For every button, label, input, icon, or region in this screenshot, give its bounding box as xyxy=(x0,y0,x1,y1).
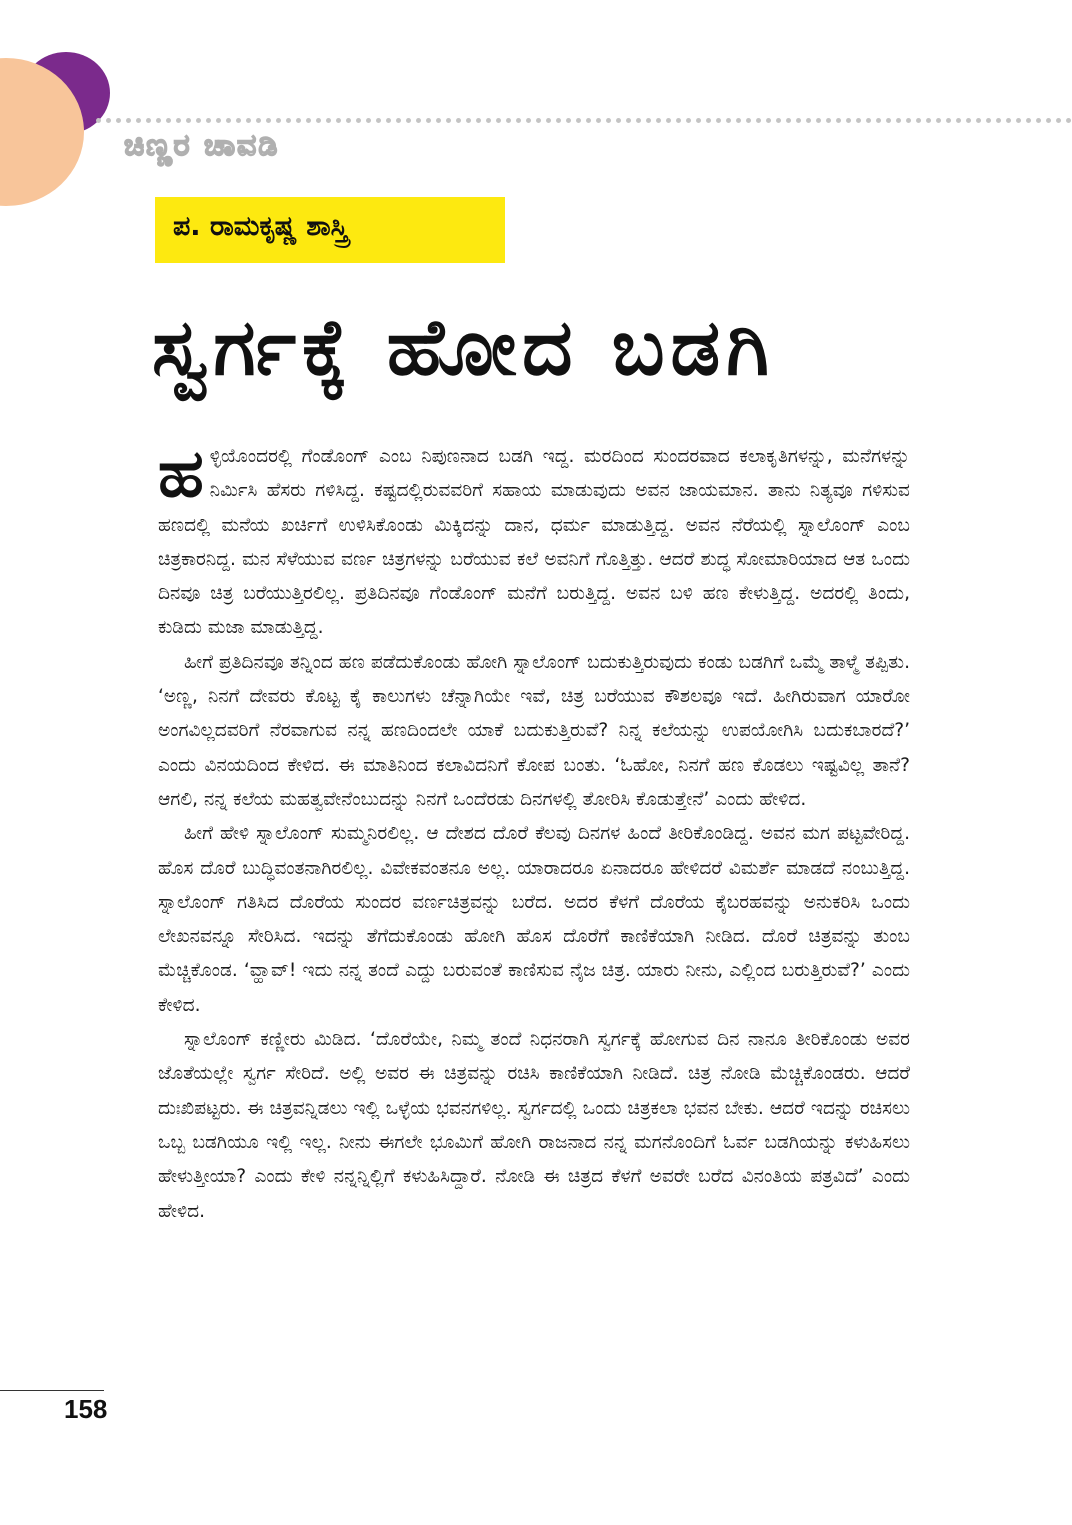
paragraph-4: ಸ್ನಾಲೊಂಗ್ ಕಣ್ಣೀರು ಮಿಡಿದ. ‘ದೊರೆಯೇ, ನಿಮ್ಮ ತಂದೆ ನಿಧನರಾಗಿ ಸ್ವರ್ಗಕ್ಕೆ ಹೋಗುವ ದಿನ ನಾನೂ ತೀರಿಕೊಂಡು ಅವರ ಜೊತೆಯಲ್ಲೇ ಸ್ವರ್ಗ ಸೇರಿದೆ. ಅಲ್ಲಿ ಅವರ ಈ ಚಿತ್ರವನ್ನು ರಚಿಸಿ ಕಾಣಿಕೆಯಾಗಿ ನೀಡಿದೆ. ಚಿತ್ರ ನೋಡಿ ಮೆಚ್ಚಿಕೊಂಡರು. ಆದರೆ ದುಃಖಿಪಟ್ಟರು. ಈ ಚಿತ್ರವನ್ನಿಡಲು ಇಲ್ಲಿ ಒಳ್ಳೆಯ ಭವನಗಳಿಲ್ಲ. ಸ್ವರ್ಗದಲ್ಲಿ ಒಂದು ಚಿತ್ರಕಲಾ ಭವನ ಬೇಕು. ಆದರೆ ಇದನ್ನು ರಚಿಸಲು ಒಬ್ಬ ಬಡಗಿಯೂ ಇಲ್ಲಿ ಇಲ್ಲ. ನೀನು ಈಗಲೇ ಭೂಮಿಗೆ ಹೋಗಿ ರಾಜನಾದ ನನ್ನ ಮಗನೊಂದಿಗೆ ಓರ್ವ ಬಡಗಿಯನ್ನು ಕಳುಹಿಸಲು ಹೇಳುತ್ತೀಯಾ? ಎಂದು ಕೇಳಿ ನನ್ನನ್ನಿಲ್ಲಿಗೆ ಕಳುಹಿಸಿದ್ದಾರೆ. ನೋಡಿ ಈ ಚಿತ್ರದ ಕೆಳಗೆ ಅವರೇ ಬರೆದ ವಿನಂತಿಯ ಪತ್ರವಿದೆ’ ಎಂದು ಹೇಳಿದ. xyxy=(158,1029,910,1222)
story-title: ಸ್ವರ್ಗಕ್ಕೆ ಹೋದ ಬಡಗಿ xyxy=(152,303,775,393)
author-highlight-box xyxy=(155,197,505,263)
section-title: ಚಿಣ್ಣರ ಚಾವಡಿ xyxy=(124,128,280,163)
drop-cap: ಹ xyxy=(158,435,204,512)
paragraph-1-text: ಳ್ಳಿಯೊಂದರಲ್ಲಿ ಗೆಂಡೊಂಗ್ ಎಂಬ ನಿಪುಣನಾದ ಬಡಗಿ ಇದ್ದ. ಮರದಿಂದ ಸುಂದರವಾದ ಕಲಾಕೃತಿಗಳನ್ನು, ಮನೆಗಳನ್ನು ನಿರ್ಮಿಸಿ ಹೆಸರು ಗಳಿಸಿದ್ದ. ಕಷ್ಟದಲ್ಲಿರುವವರಿಗೆ ಸಹಾಯ ಮಾಡುವುದು ಅವನ ಜಾಯಮಾನ. ತಾನು ನಿತ್ಯವೂ ಗಳಿಸುವ ಹಣದಲ್ಲಿ ಮನೆಯ ಖರ್ಚಿಗೆ ಉಳಿಸಿಕೊಂಡು ಮಿಕ್ಕಿದನ್ನು ದಾನ, ಧರ್ಮ ಮಾಡುತ್ತಿದ್ದ. ಅವನ ನೆರೆಯಲ್ಲಿ ಸ್ನಾಲೊಂಗ್ ಎಂಬ ಚಿತ್ರಕಾರನಿದ್ದ. ಮನ ಸೆಳೆಯುವ ವರ್ಣ ಚಿತ್ರಗಳನ್ನು ಬರೆಯುವ ಕಲೆ ಅವನಿಗೆ ಗೊತ್ತಿತ್ತು. ಆದರೆ ಶುದ್ಧ ಸೋಮಾರಿಯಾದ ಆತ ಒಂದು ದಿನವೂ ಚಿತ್ರ ಬರೆಯುತ್ತಿರಲಿಲ್ಲ. ಪ್ರತಿದಿನವೂ ಗೆಂಡೊಂಗ್ ಮನೆಗೆ ಬರುತ್ತಿದ್ದ. ಅವನ ಬಳಿ ಹಣ ಕೇಳುತ್ತಿದ್ದ. ಅದರಲ್ಲಿ ತಿಂದು, ಕುಡಿದು ಮಜಾ ಮಾಡುತ್ತಿದ್ದ. xyxy=(158,446,910,639)
footer-rule xyxy=(0,1390,104,1391)
paragraph-2: ಹೀಗೆ ಪ್ರತಿದಿನವೂ ತನ್ನಿಂದ ಹಣ ಪಡೆದುಕೊಂಡು ಹೋಗಿ ಸ್ನಾಲೊಂಗ್ ಬದುಕುತ್ತಿರುವುದು ಕಂಡು ಬಡಗಿಗೆ ಒಮ್ಮೆ ತಾಳ್ಮೆ ತಪ್ಪಿತು. ‘ಅಣ್ಣ, ನಿನಗೆ ದೇವರು ಕೊಟ್ಟ ಕೈ ಕಾಲುಗಳು ಚೆನ್ನಾಗಿಯೇ ಇವೆ, ಚಿತ್ರ ಬರೆಯುವ ಕೌಶಲವೂ ಇದೆ. ಹೀಗಿರುವಾಗ ಯಾರೋ ಅಂಗವಿಲ್ಲದವರಿಗೆ ನೆರವಾಗುವ ನನ್ನ ಹಣದಿಂದಲೇ ಯಾಕೆ ಬದುಕುತ್ತಿರುವೆ? ನಿನ್ನ ಕಲೆಯನ್ನು ಉಪಯೋಗಿಸಿ ಬದುಕಬಾರದೆ?’ ಎಂದು ವಿನಯದಿಂದ ಕೇಳಿದ. ಈ ಮಾತಿನಿಂದ ಕಲಾವಿದನಿಗೆ ಕೋಪ ಬಂತು. ‘ಓಹೋ, ನಿನಗೆ ಹಣ ಕೊಡಲು ಇಷ್ಟವಿಲ್ಲ ತಾನೆ? ಆಗಲಿ, ನನ್ನ ಕಲೆಯ ಮಹತ್ವವೇನೆಂಬುದನ್ನು ನಿನಗೆ ಒಂದೆರಡು ದಿನಗಳಲ್ಲಿ ತೋರಿಸಿ ಕೊಡುತ್ತೇನೆ’ ಎಂದು ಹೇಳಿದ. xyxy=(158,651,910,810)
paragraph-1 xyxy=(158,435,910,646)
story-body xyxy=(158,435,910,1229)
page-number: 158 xyxy=(64,1394,108,1424)
author-name: ಪ. ರಾಮಕೃಷ್ಣ ಶಾಸ್ತ್ರಿ xyxy=(173,211,349,242)
paragraph-3: ಹೀಗೆ ಹೇಳಿ ಸ್ನಾಲೊಂಗ್ ಸುಮ್ಮನಿರಲಿಲ್ಲ. ಆ ದೇಶದ ದೊರೆ ಕೆಲವು ದಿನಗಳ ಹಿಂದೆ ತೀರಿಕೊಂಡಿದ್ದ. ಅವನ ಮಗ ಪಟ್ಟವೇರಿದ್ದ. ಹೊಸ ದೊರೆ ಬುದ್ಧಿವಂತನಾಗಿರಲಿಲ್ಲ. ವಿವೇಕವಂತನೂ ಅಲ್ಲ. ಯಾರಾದರೂ ಏನಾದರೂ ಹೇಳಿದರೆ ವಿಮರ್ಶೆ ಮಾಡದೆ ನಂಬುತ್ತಿದ್ದ. ಸ್ನಾಲೊಂಗ್ ಗತಿಸಿದ ದೊರೆಯ ಸುಂದರ ವರ್ಣಚಿತ್ರವನ್ನು ಬರೆದ. ಅದರ ಕೆಳಗೆ ದೊರೆಯ ಕೈಬರಹವನ್ನು ಅನುಕರಿಸಿ ಒಂದು ಲೇಖನವನ್ನೂ ಸೇರಿಸಿದ. ಇದನ್ನು ತೆಗೆದುಕೊಂಡು ಹೋಗಿ ಹೊಸ ದೊರೆಗೆ ಕಾಣಿಕೆಯಾಗಿ ನೀಡಿದ. ದೊರೆ ಚಿತ್ರವನ್ನು ತುಂಬ ಮೆಚ್ಚಿಕೊಂಡ. ‘ವ್ಹಾವ್! ಇದು ನನ್ನ ತಂದೆ ಎದ್ದು ಬರುವಂತೆ ಕಾಣಿಸುವ ನೈಜ ಚಿತ್ರ. ಯಾರು ನೀನು, ಎಲ್ಲಿಂದ ಬರುತ್ತಿರುವೆ?’ ಎಂದು ಕೇಳಿದ. xyxy=(158,823,910,1016)
dotted-rule xyxy=(96,118,1072,123)
